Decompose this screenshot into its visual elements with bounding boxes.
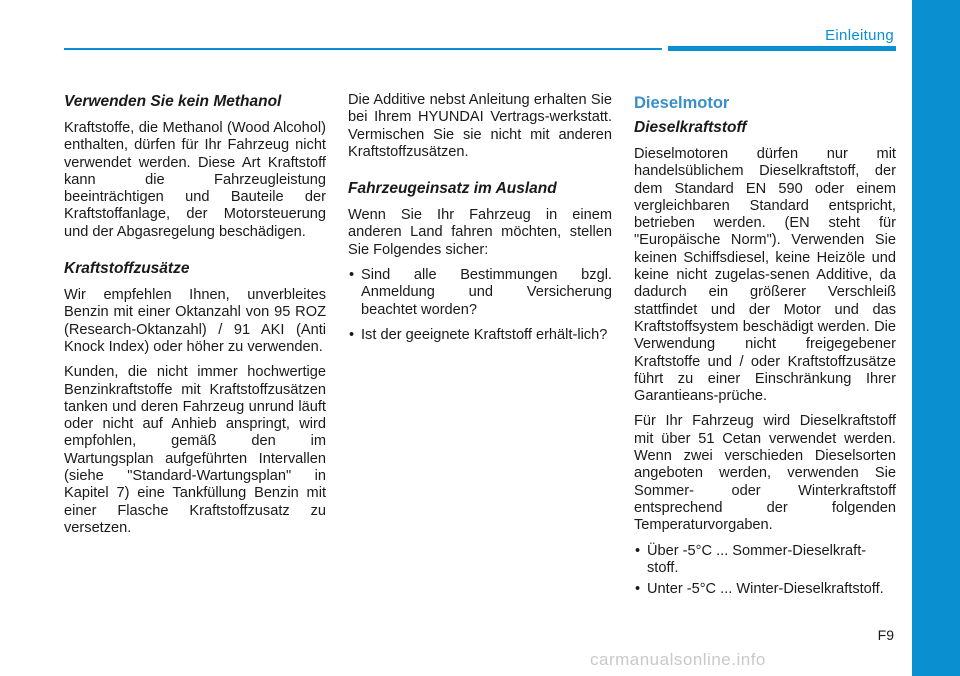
abroad-checklist	[348, 267, 612, 344]
heading-use-abroad: Fahrzeugeinsatz im Ausland	[348, 180, 557, 198]
watermark: carmanualsonline.info	[590, 650, 766, 669]
paragraph-diesel-standard: Dieselmotoren dürfen nur mit handelsüblichem Dieselkraftstoff, der dem Standard EN 590 oder einem vergleichbaren Standard entspricht, betrieben werden. (EN steht für "Europäische Norm"). Verwenden Sie keinen Schiffsdiesel, keine Heizöle und keine nicht zugelas-senen Additive, da dadurch ein größerer Verschleiß stattfindet und der Motor und das Kraftstoffsystem beschädigt werden. Die Verwendung nicht freigegebener Kraftstoffe und / oder Kraftstoffzusätze führt zu einer Einschränkung Ihrer Garantieans-prüche.	[634, 146, 896, 405]
list-item: • Ist der geeignete Kraftstoff erhält-lich?	[348, 327, 612, 344]
paragraph-use-abroad: Wenn Sie Ihr Fahrzeug in einem anderen Land fahren möchten, stellen Sie Folgendes sicher:	[348, 207, 612, 258]
header-rule	[64, 48, 662, 50]
header-rule-accent	[668, 46, 896, 51]
list-item: • Über -5°C ... Sommer-Dieselkraft-stoff.	[634, 543, 896, 578]
section-title: Einleitung	[825, 27, 894, 44]
column-left	[64, 92, 326, 545]
heading-fuel-additives: Kraftstoffzusätze	[64, 260, 190, 278]
list-item: • Sind alle Bestimmungen bzgl. Anmeldung und Versicherung beachtet worden?	[348, 267, 612, 319]
paragraph-methanol: Kraftstoffe, die Methanol (Wood Alcohol) enthalten, dürfen für Ihr Fahrzeug nicht verwendet werden. Diese Art Kraftstoff kann die Fahrzeugleistung beeinträchtigen und Bauteile der Kraftstoffanlage, der Motorsteuerung und der Abgasregelung beschädigen.	[64, 120, 326, 240]
column-right	[634, 92, 896, 602]
side-tab-bar	[912, 0, 960, 676]
heading-diesel-engine: Dieselmotor	[634, 94, 730, 112]
column-middle	[348, 92, 612, 352]
heading-methanol: Verwenden Sie kein Methanol	[64, 93, 282, 110]
page-number: F9	[877, 627, 894, 643]
paragraph-diesel-cetane: Für Ihr Fahrzeug wird Dieselkraftstoff mit über 51 Cetan verwendet werden. Wenn zwei verschieden Dieselsorten angeboten werden, verwenden Sie Sommer- oder Winterkraftstoff entsprechend der folgenden Temperaturvorgaben.	[634, 413, 896, 534]
paragraph-additives-octane: Wir empfehlen Ihnen, unverbleites Benzin mit einer Oktanzahl von 95 ROZ (Research-Oktanzahl) / 91 AKI (Anti Knock Index) oder höher zu verwenden.	[64, 287, 326, 355]
diesel-temperature-list	[634, 543, 896, 599]
heading-diesel-fuel: Dieselkraftstoff	[634, 119, 747, 136]
list-item: • Unter -5°C ... Winter-Dieselkraftstoff.	[634, 581, 896, 598]
paragraph-additives-dealer: Die Additive nebst Anleitung erhalten Sie bei Ihrem HYUNDAI Vertrags-werkstatt. Vermischen Sie sie nicht mit anderen Kraftstoffzusätzen.	[348, 92, 612, 160]
paragraph-additives-customers: Kunden, die nicht immer hochwertige Benzinkraftstoffe mit Kraftstoffzusätzen tanken und deren Fahrzeug unrund läuft oder nicht auf Anhieb anspringt, wird empfohlen, gemäß den im Wartungsplan aufgeführten Intervallen (siehe "Standard-Wartungsplan" in Kapitel 7) eine Tankfüllung Benzin mit einer Flasche Kraftstoffzusatz zu versetzen.	[64, 364, 326, 536]
